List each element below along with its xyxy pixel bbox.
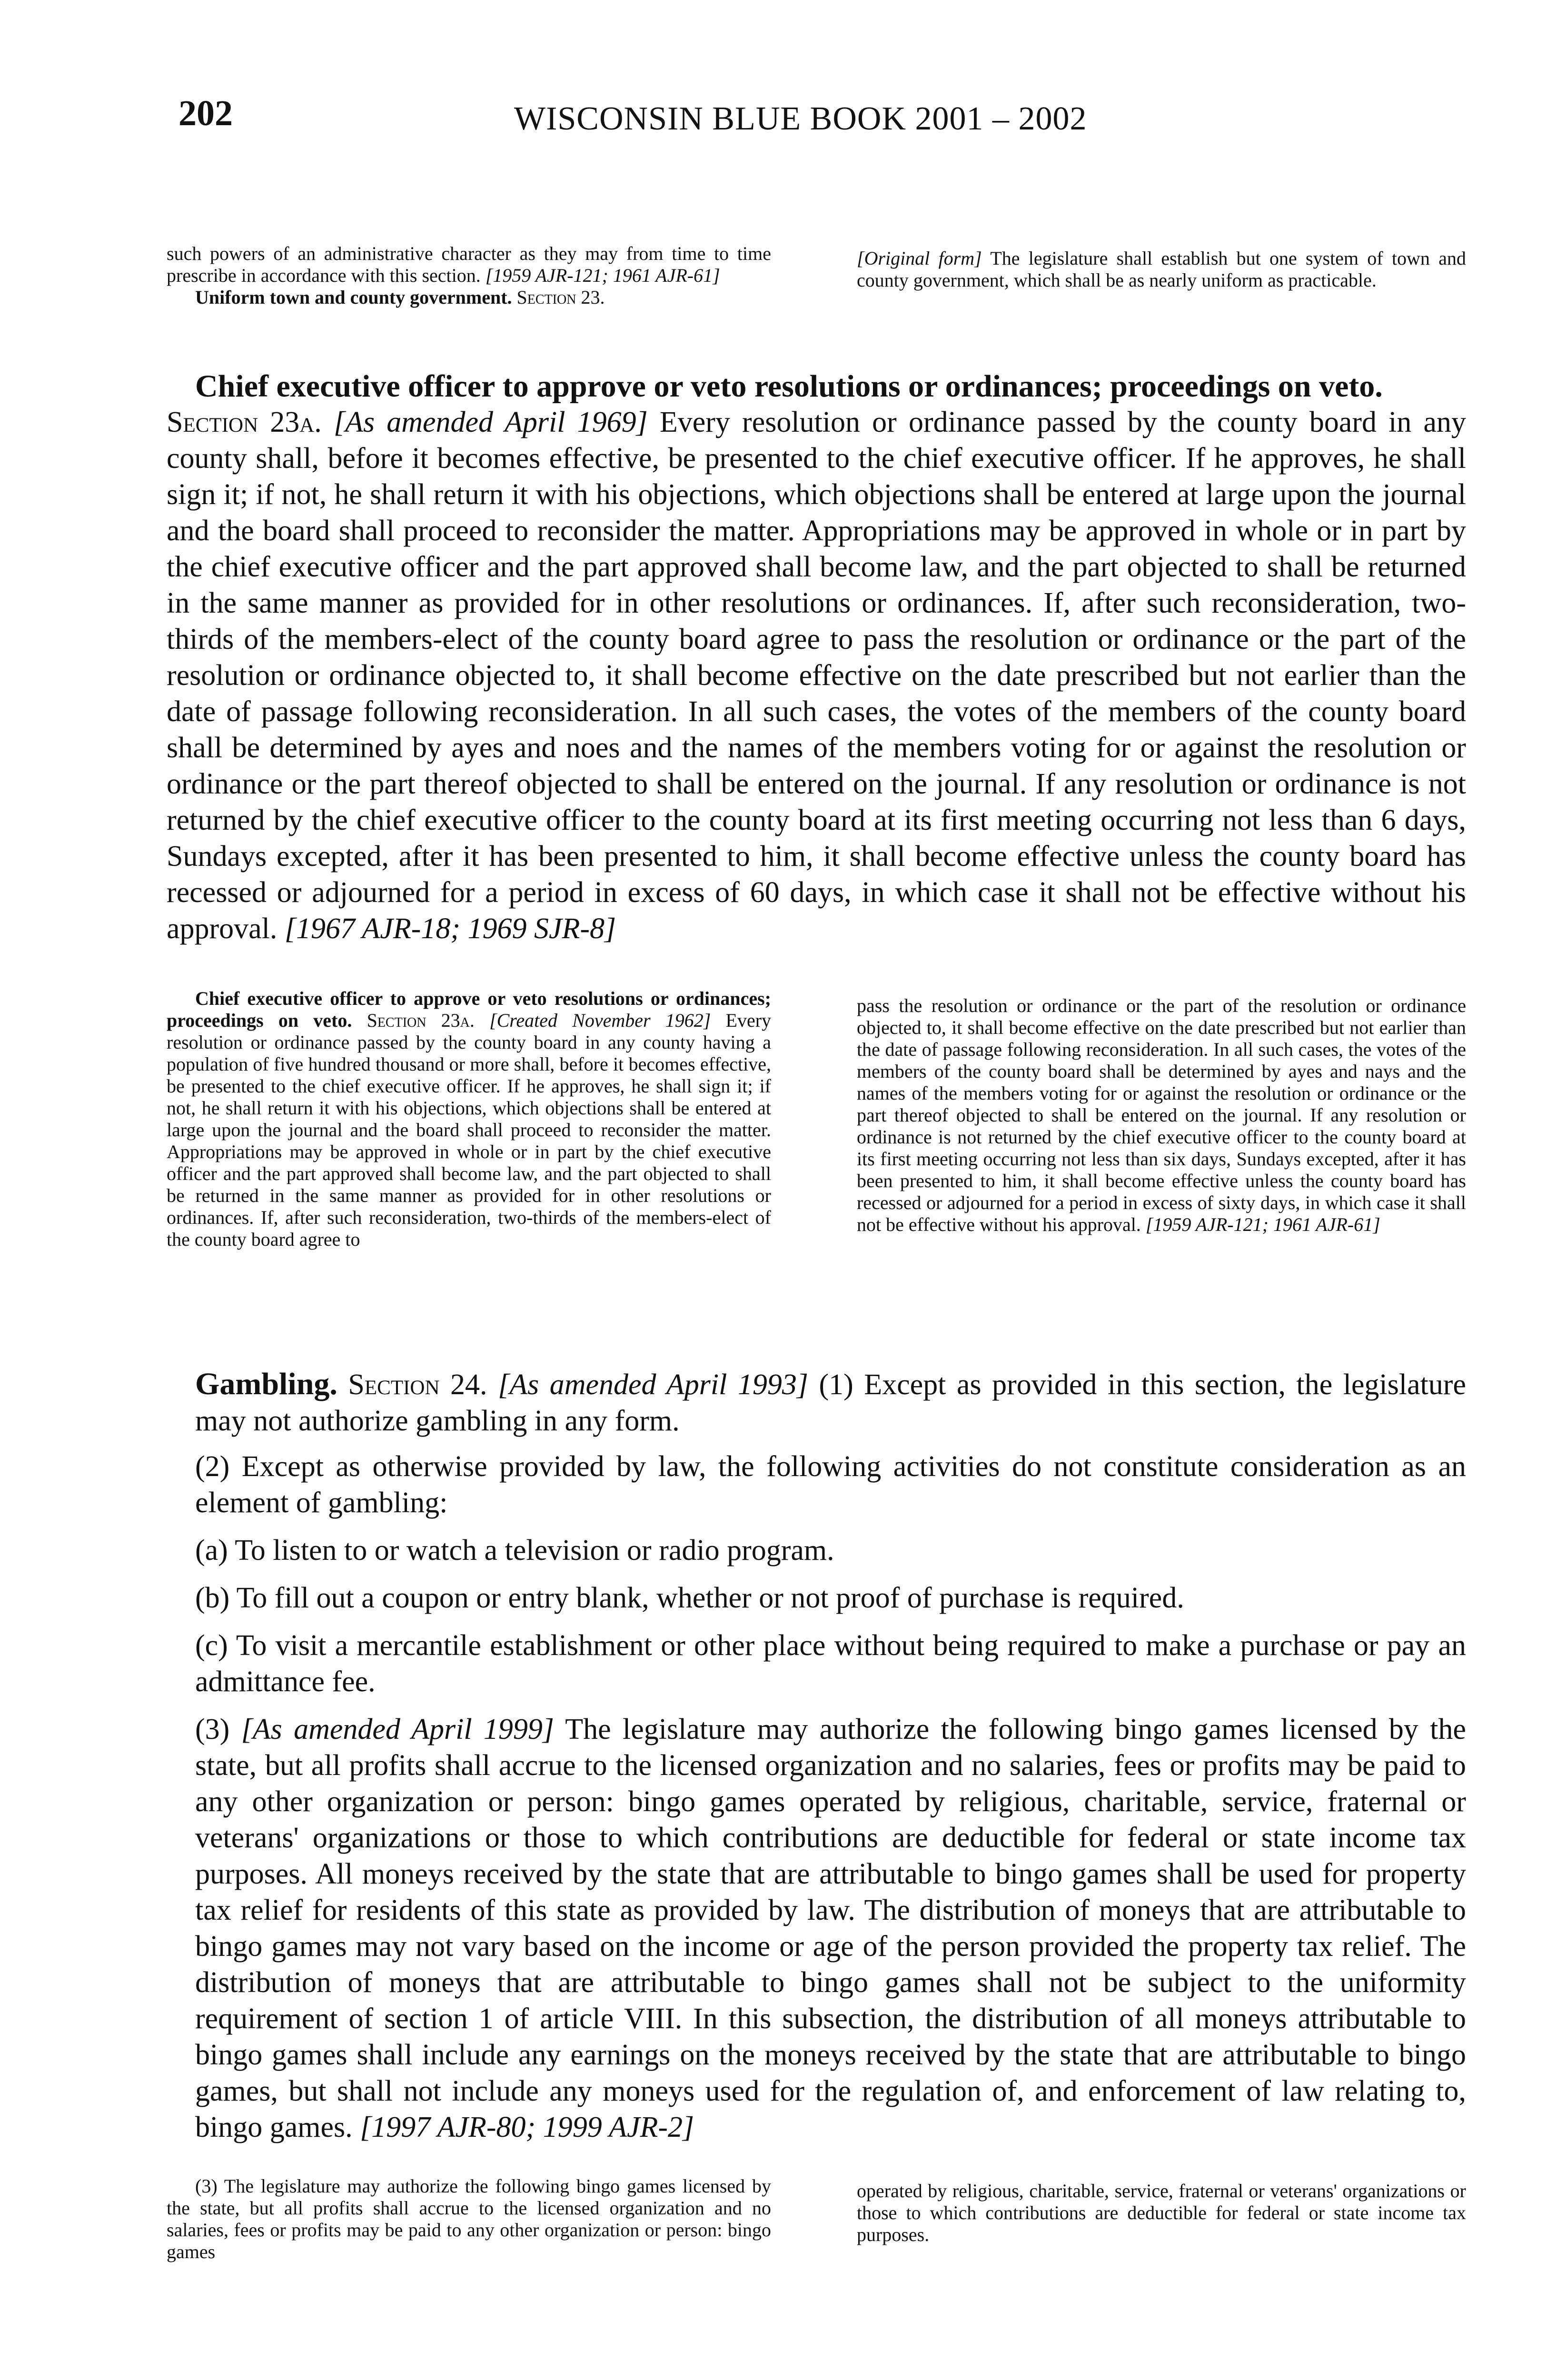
section-label: Section 23a. <box>167 406 322 438</box>
prior-text-right-bottom <box>857 2180 1466 2246</box>
paragraph: (2) Except as otherwise provided by law, the following activities do not constitute consideration as an element of gambling: <box>195 1450 1466 1519</box>
running-title: WISCONSIN BLUE BOOK 2001 – 2002 <box>514 100 1087 137</box>
paragraph-number: (3) <box>195 1713 230 1745</box>
amendment-note: [As amended April 1993] <box>498 1368 809 1401</box>
section-heading: Chief executive officer to approve or veto resolutions or ordinances; proceedings on veto. <box>195 369 1383 404</box>
citation: [1959 AJR-121; 1961 AJR-61] <box>1145 1214 1380 1235</box>
section-heading: Gambling. <box>195 1367 337 1401</box>
section-label: Section 23. <box>516 287 605 308</box>
paragraph: (1) Except as provided in this section, the legislature may not authorize gambling in any form. <box>195 1368 1466 1437</box>
section-heading: Chief executive officer to approve or veto resolutions or ordinances; proceedings on veto. <box>167 988 771 1031</box>
paragraph: (c) To visit a mercantile establishment or other place without being required to make a purchase or pay an admittance fee. <box>195 1629 1466 1698</box>
prior-text-right <box>857 995 1466 1236</box>
section-label: Section 24. <box>348 1368 487 1401</box>
amendment-note: [As amended April 1969] <box>333 406 648 438</box>
prior-text: Every resolution or ordinance passed by the county board in any county having a population of five hundred thousand or more shall, before it becomes effective, be presented to the chief executive officer. If he approves, he shall sign it; if not, he shall return it with his objections, which objections shall be entered at large upon the journal and the board shall proceed to reconsider the matter. Appropriations may be approved in whole or in part by the chief executive officer and the part approved shall become law, and the part objected to shall be returned in the same manner as provided for in other resolutions or ordinances. If, after such reconsideration, two-thirds of the members-elect of the county board agree to <box>167 1010 772 1250</box>
prior-text: pass the resolution or ordinance or the part of the resolution or ordinance objected to, it shall become effective on the date prescribed but not earlier than the date of passage following reconsideration. In all such cases, the votes of the members of the county board shall be determined by ayes and nays and the names of the members voting for or against the resolution or ordinance or the part thereof objected to shall be entered on the journal. If any resolution or ordinance is not returned by the chief executive officer to the county board at its first meeting occurring not less than six days, Sundays excepted, after it has been presented to him, it shall become effective unless the county board has recessed or adjourned for a period in excess of sixty days, in which case it shall not be effective without his approval. <box>857 995 1466 1235</box>
prior-text-right-top <box>857 248 1466 291</box>
prior-text-left-top <box>167 243 771 308</box>
section-23a <box>167 369 1466 947</box>
prior-text: operated by religious, charitable, service, fraternal or veterans' organizations or those to which contributions are deductible for federal or state income tax purposes. <box>857 2180 1466 2245</box>
amendment-note: [As amended April 1999] <box>241 1713 555 1745</box>
citation: [1997 AJR-80; 1999 AJR-2] <box>360 2111 694 2143</box>
section-24 <box>167 1366 1466 2145</box>
paragraph: (a) To listen to or watch a television or radio program. <box>195 1534 834 1567</box>
original-form-label: [Original form] <box>857 248 982 269</box>
prior-text: such powers of an administrative character as they may from time to time prescribe in accordance with this section. <box>167 243 771 286</box>
section-body: Every resolution or ordinance passed by the county board in any county shall, before it becomes effective, be presented to the chief executive officer. If he approves, he shall sign it; if not, he shall return it with his objections, which objections shall be entered at large upon the journal and the board shall proceed to reconsider the matter. Appropriations may be approved in whole or in part by the chief executive officer and the part approved shall become law, and the part objected to shall be returned in the same manner as provided for in other resolutions or ordinances. If, after such reconsideration, two-thirds of the members-elect of the county board agree to pass the resolution or ordinance or the part of the resolution or ordinance objected to, it shall become effective on the date prescribed but not earlier than the date of passage following reconsideration. In all such cases, the votes of the members of the county board shall be determined by ayes and noes and the names of the members voting for or against the resolution or ordinance or the part thereof objected to shall be entered on the journal. If any resolution or ordinance is not returned by the chief executive officer to the county board at its first meeting occurring not less than 6 days, Sundays excepted, after it has been presented to him, it shall become effective unless the county board has recessed or adjourned for a period in excess of 60 days, in which case it shall not be effective without his approval. <box>167 406 1466 945</box>
page-number: 202 <box>178 93 233 133</box>
prior-text: The legislature shall establish but one system of town and county government, which shall be as nearly uniform as practicable. <box>857 248 1467 291</box>
section-heading: Uniform town and county government. <box>195 287 512 308</box>
citation: [1959 AJR-121; 1961 AJR-61] <box>485 265 720 286</box>
prior-text: (3) The legislature may authorize the following bingo games licensed by the state, but all profits shall accrue to the licensed organization and no salaries, fees or profits may be paid to any other organization or person: bingo games <box>167 2175 771 2262</box>
prior-text-left <box>167 988 771 1250</box>
section-label: Section 23a. <box>367 1010 475 1031</box>
created-note: [Created November 1962] <box>489 1010 711 1031</box>
citation: [1967 AJR-18; 1969 SJR-8] <box>284 912 616 945</box>
prior-text-left-bottom <box>167 2175 771 2263</box>
paragraph: (b) To fill out a coupon or entry blank, whether or not proof of purchase is required. <box>195 1582 1184 1614</box>
paragraph: The legislature may authorize the following bingo games licensed by the state, but all profits shall accrue to the licensed organization and no salaries, fees or profits may be paid to any other organization or person: bingo games operated by religious, charitable, service, fraternal or veterans' organizations or those to which contributions are deductible for federal or state income tax purposes. All moneys received by the state that are attributable to bingo games shall be used for property tax relief for residents of this state as provided by law. The distribution of moneys that are attributable to bingo games may not vary based on the income or age of the person provided the property tax relief. The distribution of moneys that are attributable to bingo games shall not be subject to the uniformity requirement of section 1 of article VIII. In this subsection, the distribution of all moneys attributable to bingo games shall include any earnings on the moneys received by the state that are attributable to bingo games, but shall not include any moneys used for the regulation of, and enforcement of law relating to, bingo games. <box>195 1713 1467 2143</box>
